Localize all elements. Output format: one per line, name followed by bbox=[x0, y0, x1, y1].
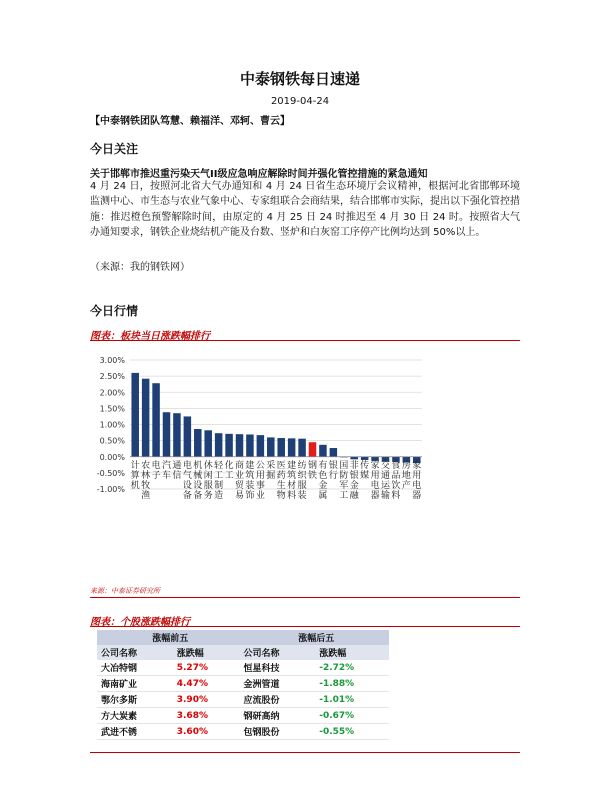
x-tick-label: 家 bbox=[370, 461, 380, 471]
y-tick-label: 0.00% bbox=[99, 452, 125, 462]
bar bbox=[277, 438, 285, 457]
bar bbox=[267, 437, 275, 456]
report-title: 中泰钢铁每日速递 bbox=[239, 70, 360, 88]
x-tick-label: 制 bbox=[214, 481, 224, 491]
x-tick-label: 输 bbox=[380, 491, 391, 501]
bar bbox=[163, 412, 171, 457]
group-down-label: 涨幅后五 bbox=[239, 630, 389, 645]
bar bbox=[298, 439, 306, 457]
x-tick-label: 国 bbox=[339, 461, 349, 471]
x-tick-label: 地 bbox=[401, 471, 411, 481]
table-row bbox=[97, 724, 389, 740]
x-tick-label: 务 bbox=[203, 491, 213, 501]
bar bbox=[225, 434, 233, 457]
up-change: 5.27% bbox=[173, 660, 240, 676]
x-tick-label: 融 bbox=[349, 491, 359, 501]
x-tick-label: 公 bbox=[255, 461, 265, 471]
bar bbox=[215, 433, 223, 457]
table-caption: 图表：个股涨跌幅排行 bbox=[90, 617, 190, 628]
x-tick-label: 交 bbox=[380, 461, 391, 471]
bar bbox=[173, 413, 181, 457]
bar bbox=[319, 445, 327, 457]
bar bbox=[184, 416, 192, 456]
x-tick-label: 筑 bbox=[287, 471, 297, 481]
x-tick-label: 银 bbox=[328, 461, 338, 471]
news-source: （来源：我的钢铁网） bbox=[90, 262, 190, 273]
up-name: 大冶特钢 bbox=[97, 660, 173, 676]
table-column-header bbox=[97, 645, 389, 660]
down-change: -2.72% bbox=[315, 660, 389, 676]
up-change: 3.90% bbox=[173, 692, 240, 708]
bar bbox=[309, 442, 317, 457]
table-row bbox=[97, 676, 389, 692]
x-tick-label: 用 bbox=[370, 471, 380, 481]
y-tick-label: 3.00% bbox=[99, 356, 125, 365]
x-tick-label: 机 bbox=[130, 481, 140, 491]
x-tick-label: 建 bbox=[245, 461, 255, 471]
x-tick-label: 纺 bbox=[297, 461, 307, 471]
x-tick-label: 化 bbox=[224, 461, 234, 471]
x-tick-label: 计 bbox=[130, 461, 140, 471]
x-tick-label: 电 bbox=[370, 481, 380, 491]
x-tick-label: 用 bbox=[255, 471, 265, 481]
x-tick-label: 通 bbox=[172, 461, 182, 471]
x-tick-label: 行 bbox=[328, 471, 338, 481]
x-tick-label: 闲 bbox=[203, 471, 213, 481]
x-tick-label: 钢 bbox=[307, 461, 318, 471]
up-name: 方大炭素 bbox=[97, 708, 173, 724]
down-name: 金洲管道 bbox=[239, 676, 315, 692]
x-tick-label: 金 bbox=[349, 481, 359, 491]
x-tick-label: 色 bbox=[318, 471, 328, 481]
x-tick-label: 服 bbox=[203, 481, 213, 491]
x-tick-label: 铁 bbox=[307, 471, 318, 481]
x-tick-label: 汽 bbox=[161, 461, 172, 471]
x-tick-label: 易 bbox=[234, 491, 245, 501]
x-tick-label: 运 bbox=[380, 481, 391, 491]
up-change: 3.60% bbox=[173, 724, 240, 740]
down-name: 应流股份 bbox=[239, 692, 315, 708]
x-tick-label: 用 bbox=[412, 471, 422, 481]
x-tick-label: 筑 bbox=[245, 471, 255, 481]
x-tick-label: 料 bbox=[287, 491, 297, 501]
x-tick-label: 子 bbox=[151, 471, 161, 481]
x-tick-label: 造 bbox=[214, 491, 224, 501]
chart-caption: 图表：板块当日涨跌幅排行 bbox=[90, 331, 210, 342]
x-tick-label: 传 bbox=[360, 461, 370, 471]
table-row bbox=[97, 708, 389, 724]
y-tick-label: 2.00% bbox=[99, 388, 125, 398]
down-name: 包钢股份 bbox=[239, 724, 315, 740]
y-tick-label: 2.50% bbox=[99, 372, 125, 382]
x-tick-label: 车 bbox=[161, 471, 172, 481]
x-tick-label: 料 bbox=[391, 491, 401, 501]
x-tick-label: 通 bbox=[380, 471, 391, 481]
y-tick-label: -0.50% bbox=[96, 468, 125, 478]
x-tick-label: 业 bbox=[255, 491, 265, 501]
x-tick-label: 轻 bbox=[214, 461, 224, 471]
x-tick-label: 设 bbox=[193, 481, 203, 491]
x-tick-label: 药 bbox=[276, 471, 286, 481]
bar bbox=[361, 457, 369, 460]
bar bbox=[257, 435, 265, 457]
x-tick-label: 织 bbox=[297, 471, 307, 481]
x-tick-label: 器 bbox=[412, 491, 422, 501]
section-market: 今日行情 bbox=[90, 304, 139, 318]
x-tick-label: 防 bbox=[339, 471, 349, 481]
x-tick-label: 建 bbox=[287, 461, 297, 471]
x-tick-label: 算 bbox=[130, 471, 140, 481]
up-change: 4.47% bbox=[173, 676, 240, 692]
x-tick-label: 备 bbox=[193, 491, 203, 501]
team-line: 【中泰钢铁团队笃慧、赖福洋、邓轲、曹云】 bbox=[90, 116, 290, 127]
bar bbox=[131, 373, 139, 457]
x-tick-label: 服 bbox=[297, 481, 307, 491]
y-tick-label: 1.00% bbox=[99, 420, 125, 430]
col-change-up: 涨跌幅 bbox=[173, 645, 240, 660]
table-row bbox=[97, 660, 389, 676]
x-tick-label: 备 bbox=[182, 491, 192, 501]
x-tick-label: 掘 bbox=[266, 471, 276, 481]
bar bbox=[204, 430, 212, 456]
x-tick-label: 饮 bbox=[391, 481, 401, 491]
col-name-down: 公司名称 bbox=[239, 645, 315, 660]
up-name: 海南矿业 bbox=[97, 676, 173, 692]
down-change: -1.88% bbox=[315, 676, 389, 692]
stock-change-table bbox=[97, 630, 389, 740]
down-change: -1.01% bbox=[315, 692, 389, 708]
group-up-label: 涨幅前五 bbox=[97, 630, 239, 645]
x-tick-label: 媒 bbox=[360, 471, 370, 481]
col-change-down: 涨跌幅 bbox=[315, 645, 389, 660]
x-tick-label: 家 bbox=[412, 461, 422, 471]
x-tick-label: 非 bbox=[349, 461, 359, 471]
x-tick-label: 事 bbox=[255, 481, 265, 491]
x-tick-label: 业 bbox=[234, 471, 245, 481]
table-group-header bbox=[97, 630, 389, 645]
x-tick-label: 商 bbox=[234, 461, 245, 471]
x-tick-label: 饰 bbox=[245, 491, 255, 501]
x-tick-label: 房 bbox=[401, 461, 411, 471]
x-tick-label: 装 bbox=[245, 481, 255, 491]
x-tick-label: 电 bbox=[182, 461, 192, 471]
bar bbox=[246, 434, 254, 456]
x-tick-label: 采 bbox=[266, 461, 276, 471]
x-tick-label: 设 bbox=[182, 481, 192, 491]
table-caption-bar bbox=[90, 610, 520, 627]
x-tick-label: 金 bbox=[318, 481, 328, 491]
bar bbox=[194, 429, 202, 457]
divider bbox=[90, 597, 520, 598]
up-name: 鄂尔多斯 bbox=[97, 692, 173, 708]
bar bbox=[142, 379, 150, 457]
bar bbox=[330, 448, 338, 457]
y-tick-label: 0.50% bbox=[99, 436, 125, 446]
x-tick-label: 装 bbox=[297, 491, 307, 501]
x-tick-label: 银 bbox=[349, 471, 359, 481]
down-name: 钢研高纳 bbox=[239, 708, 315, 724]
x-tick-label: 电 bbox=[151, 461, 161, 471]
x-tick-label: 品 bbox=[391, 471, 401, 481]
x-tick-label: 信 bbox=[172, 471, 182, 481]
x-tick-label: 产 bbox=[401, 481, 411, 491]
down-change: -0.55% bbox=[315, 724, 389, 740]
x-tick-label: 生 bbox=[276, 481, 286, 491]
chart-source: 来源：中泰证券研究所 bbox=[90, 587, 160, 595]
bar bbox=[236, 434, 244, 457]
x-tick-label: 属 bbox=[318, 491, 328, 501]
x-tick-label: 物 bbox=[276, 491, 286, 501]
x-tick-label: 医 bbox=[276, 461, 286, 471]
x-tick-label: 贸 bbox=[234, 481, 245, 491]
x-tick-label: 机 bbox=[193, 461, 203, 471]
y-tick-label: 1.50% bbox=[99, 404, 125, 414]
down-name: 恒星科技 bbox=[239, 660, 315, 676]
col-name-up: 公司名称 bbox=[97, 645, 173, 660]
x-tick-label: 农 bbox=[141, 461, 151, 471]
news-body: 4 月 24 日，按照河北省大气办通知和 4 月 24 日省生态环境厅会议精神，根据河北省邯郸环境监测中心、市生态与农业气象中心、专家组联合会商结果，结合邯郸市实际，提出以下强化管控措施：推迟橙色预警解除时间，由原定的 4 月 25 日 24 时推迟至 4 月 30 日 24 时。按照省大气办通知要求，钢铁企业烧结机产能及台数、竖炉和白灰窑工序停产比例均达到 50%以上。 bbox=[90, 181, 520, 238]
up-change: 3.68% bbox=[173, 708, 240, 724]
x-tick-label: 工 bbox=[214, 471, 224, 481]
y-tick-label: -1.00% bbox=[96, 485, 125, 494]
down-change: -0.67% bbox=[315, 708, 389, 724]
section-today-focus: 今日关注 bbox=[90, 142, 139, 156]
x-tick-label: 械 bbox=[193, 471, 203, 481]
x-tick-label: 军 bbox=[339, 481, 349, 491]
x-tick-label: 渔 bbox=[141, 491, 151, 501]
news-title: 关于邯郸市推迟重污染天气II级应急响应解除时间并强化管控措施的紧急通知 bbox=[90, 169, 428, 180]
divider bbox=[90, 752, 520, 753]
bar bbox=[288, 438, 296, 456]
up-name: 武进不锈 bbox=[97, 724, 173, 740]
x-tick-label: 电 bbox=[412, 481, 422, 491]
x-tick-label: 器 bbox=[370, 491, 380, 501]
bar bbox=[152, 383, 160, 457]
x-tick-label: 气 bbox=[182, 471, 192, 481]
x-tick-label: 食 bbox=[391, 461, 401, 471]
x-tick-label: 有 bbox=[318, 461, 328, 471]
x-tick-label: 材 bbox=[287, 481, 297, 491]
table-row bbox=[97, 692, 389, 708]
x-tick-label: 工 bbox=[224, 471, 234, 481]
x-tick-label: 林 bbox=[141, 471, 151, 481]
x-tick-label: 工 bbox=[339, 491, 349, 501]
x-tick-label: 休 bbox=[203, 461, 213, 471]
report-date: 2019-04-24 bbox=[270, 96, 330, 107]
x-tick-label: 牧 bbox=[141, 481, 151, 491]
